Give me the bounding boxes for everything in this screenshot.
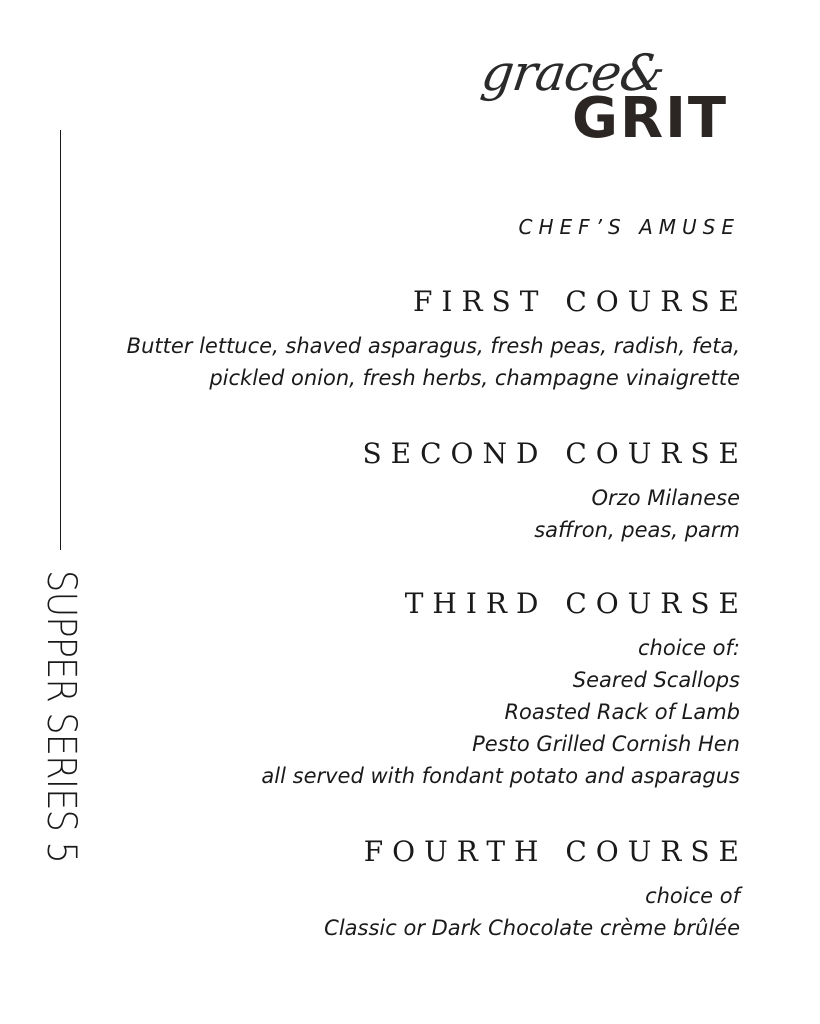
course-third [80,584,748,792]
course-description-line: Orzo Milanese [591,486,740,510]
course-description [80,330,740,394]
logo-script-text: grace& [477,44,668,102]
course-fourth [80,832,748,944]
course-description-line: choice of: [638,636,740,660]
course-second [80,434,748,546]
course-description-line: Classic or Dark Chocolate crème brûlée [324,916,740,940]
supper-series-title-text: SUPPER SERIES 5 [38,570,84,863]
chefs-amuse-heading: CHEF’S AMUSE [518,215,740,239]
course-title: FIRST COURSE [412,285,748,318]
grace-and-grit-logo [470,40,730,150]
vertical-divider-line [60,130,61,550]
course-title: FOURTH COURSE [363,835,748,868]
course-description-line: choice of [645,884,740,908]
course-title: THIRD COURSE [404,587,748,620]
course-first [80,282,748,394]
course-description-line: Butter lettuce, shaved asparagus, fresh peas, radish, feta, [126,334,740,358]
course-description-line: Seared Scallops [572,668,740,692]
course-title: SECOND COURSE [362,437,748,470]
course-description-line: saffron, peas, parm [534,518,740,542]
course-description-line: all served with fondant potato and asparagus [261,764,740,788]
course-description [80,632,740,792]
logo-bold-text: GRIT [572,86,729,151]
course-description [80,880,740,944]
course-description-line: Pesto Grilled Cornish Hen [472,732,740,756]
course-description [80,482,740,546]
course-description-line: Roasted Rack of Lamb [504,700,740,724]
course-description-line: pickled onion, fresh herbs, champagne vinaigrette [209,366,740,390]
